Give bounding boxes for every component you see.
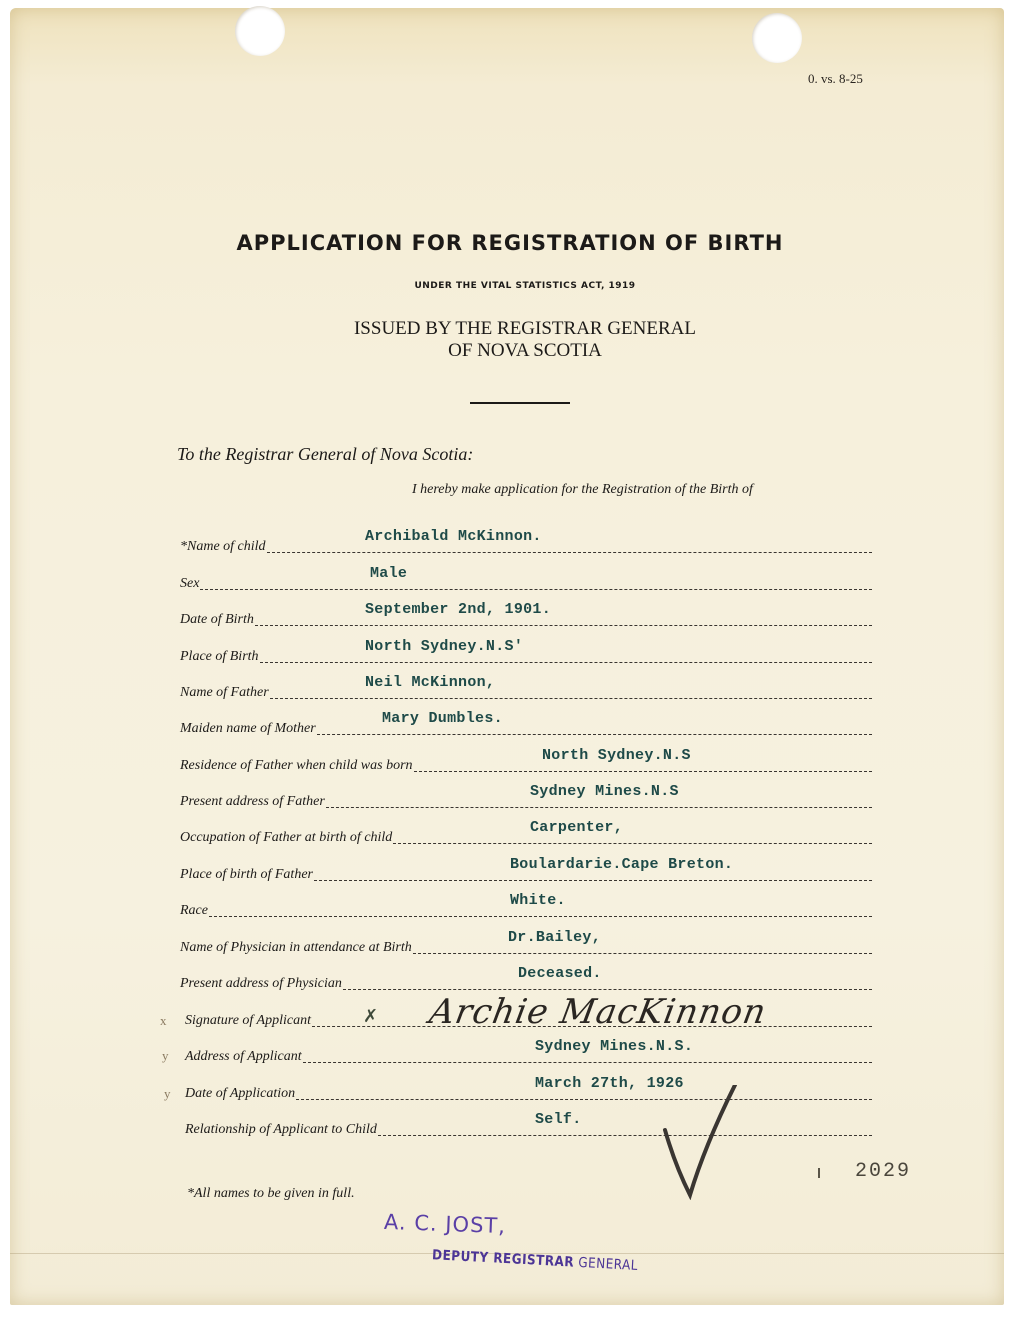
intro-text: I hereby make application for the Registration of the Birth of [412,482,753,497]
form-row [180,709,872,736]
field-label: Relationship of Applicant to Child [185,1122,377,1137]
field-value: Neil McKinnon, [365,674,496,691]
field-label: Address of Applicant [185,1049,302,1064]
issuer-line-1: ISSUED BY THE REGISTRAR GENERAL [353,318,696,339]
field-value: Deceased. [518,965,602,982]
punch-hole-right [752,13,802,63]
act-subtitle: UNDER THE VITAL STATISTICS ACT, 1919 [414,281,636,291]
salutation: To the Registrar General of Nova Scotia: [177,444,474,464]
stamp-title: DEPUTY REGISTRAR GENERAL [431,1246,639,1274]
form-row [180,964,872,991]
applicant-signature: Archie MacKinnon [426,992,770,1032]
margin-mark: x [160,1013,167,1028]
field-label: Residence of Father when child was born [180,758,413,773]
field-label: Race [180,903,208,918]
form-row [185,1110,872,1137]
field-label: Present address of Physician [180,976,342,991]
field-label: Name of Physician in attendance at Birth [180,940,412,955]
check-mark-icon [660,1085,740,1200]
field-label: *Name of child [180,539,266,554]
field-line [414,771,872,772]
punch-hole-left [235,6,285,56]
form-row [185,1037,872,1064]
field-line [255,625,872,626]
form-row [180,527,872,554]
field-line [267,552,872,553]
field-line [296,1099,872,1100]
field-value: Boulardarie.Cape Breton. [510,856,734,873]
field-label: Maiden name of Mother [180,721,316,736]
field-value: Dr.Bailey, [508,929,602,946]
field-line [270,698,872,699]
field-line [317,734,872,735]
field-line [260,662,872,663]
form-row [180,928,872,955]
field-line [200,589,872,590]
field-line [378,1135,872,1136]
form-number: 0. vs. 8-25 [808,71,863,86]
field-value: Carpenter, [530,819,624,836]
footnote: *All names to be given in full. [187,1186,355,1201]
field-label: Signature of Applicant [185,1013,311,1028]
field-label: Place of birth of Father [180,867,313,882]
field-line [326,807,872,808]
signature-x-mark: ✗ [363,1006,379,1027]
field-value: Sydney Mines.N.S. [535,1038,694,1055]
field-label: Place of Birth [180,649,259,664]
field-value: September 2nd, 1901. [365,601,552,618]
field-value: Male [370,565,408,582]
field-label: Occupation of Father at birth of child [180,830,393,845]
form-row [180,673,872,700]
field-label: Date of Birth [180,612,254,627]
document-title: APPLICATION FOR REGISTRATION OF BIRTH [236,231,784,255]
field-line [393,843,872,844]
field-value: March 27th, 1926 [535,1075,684,1092]
divider-rule [470,402,570,404]
field-label: Present address of Father [180,794,325,809]
field-value: Archibald McKinnon. [365,528,542,545]
form-row [185,1074,872,1101]
form-row [180,746,872,773]
tick-mark [818,1168,820,1178]
field-value: Mary Dumbles. [382,710,503,727]
field-line [343,989,872,990]
form-row [180,600,872,627]
field-label: Sex [180,576,200,591]
field-line [303,1062,872,1063]
field-line [314,880,872,881]
form-row [180,564,872,591]
form-row [180,782,872,809]
field-value: Self. [535,1111,582,1128]
form-row [180,818,872,845]
form-row [180,637,872,664]
field-line [413,953,872,954]
field-value: White. [510,892,566,909]
form-row [180,855,872,882]
issuer-line-2: OF NOVA SCOTIA [448,340,602,361]
field-value: North Sydney.N.S' [365,638,524,655]
field-value: Sydney Mines.N.S [530,783,679,800]
field-line [209,916,872,917]
margin-mark: y [164,1086,171,1101]
form-row [180,891,872,918]
field-label: Name of Father [180,685,269,700]
field-label: Date of Application [185,1086,296,1101]
registration-number: 2029 [855,1160,912,1183]
stamp-name: A. C. JOST, [383,1209,507,1239]
issuer [0,318,1020,362]
field-value: North Sydney.N.S [542,747,691,764]
margin-mark: y [162,1048,169,1063]
